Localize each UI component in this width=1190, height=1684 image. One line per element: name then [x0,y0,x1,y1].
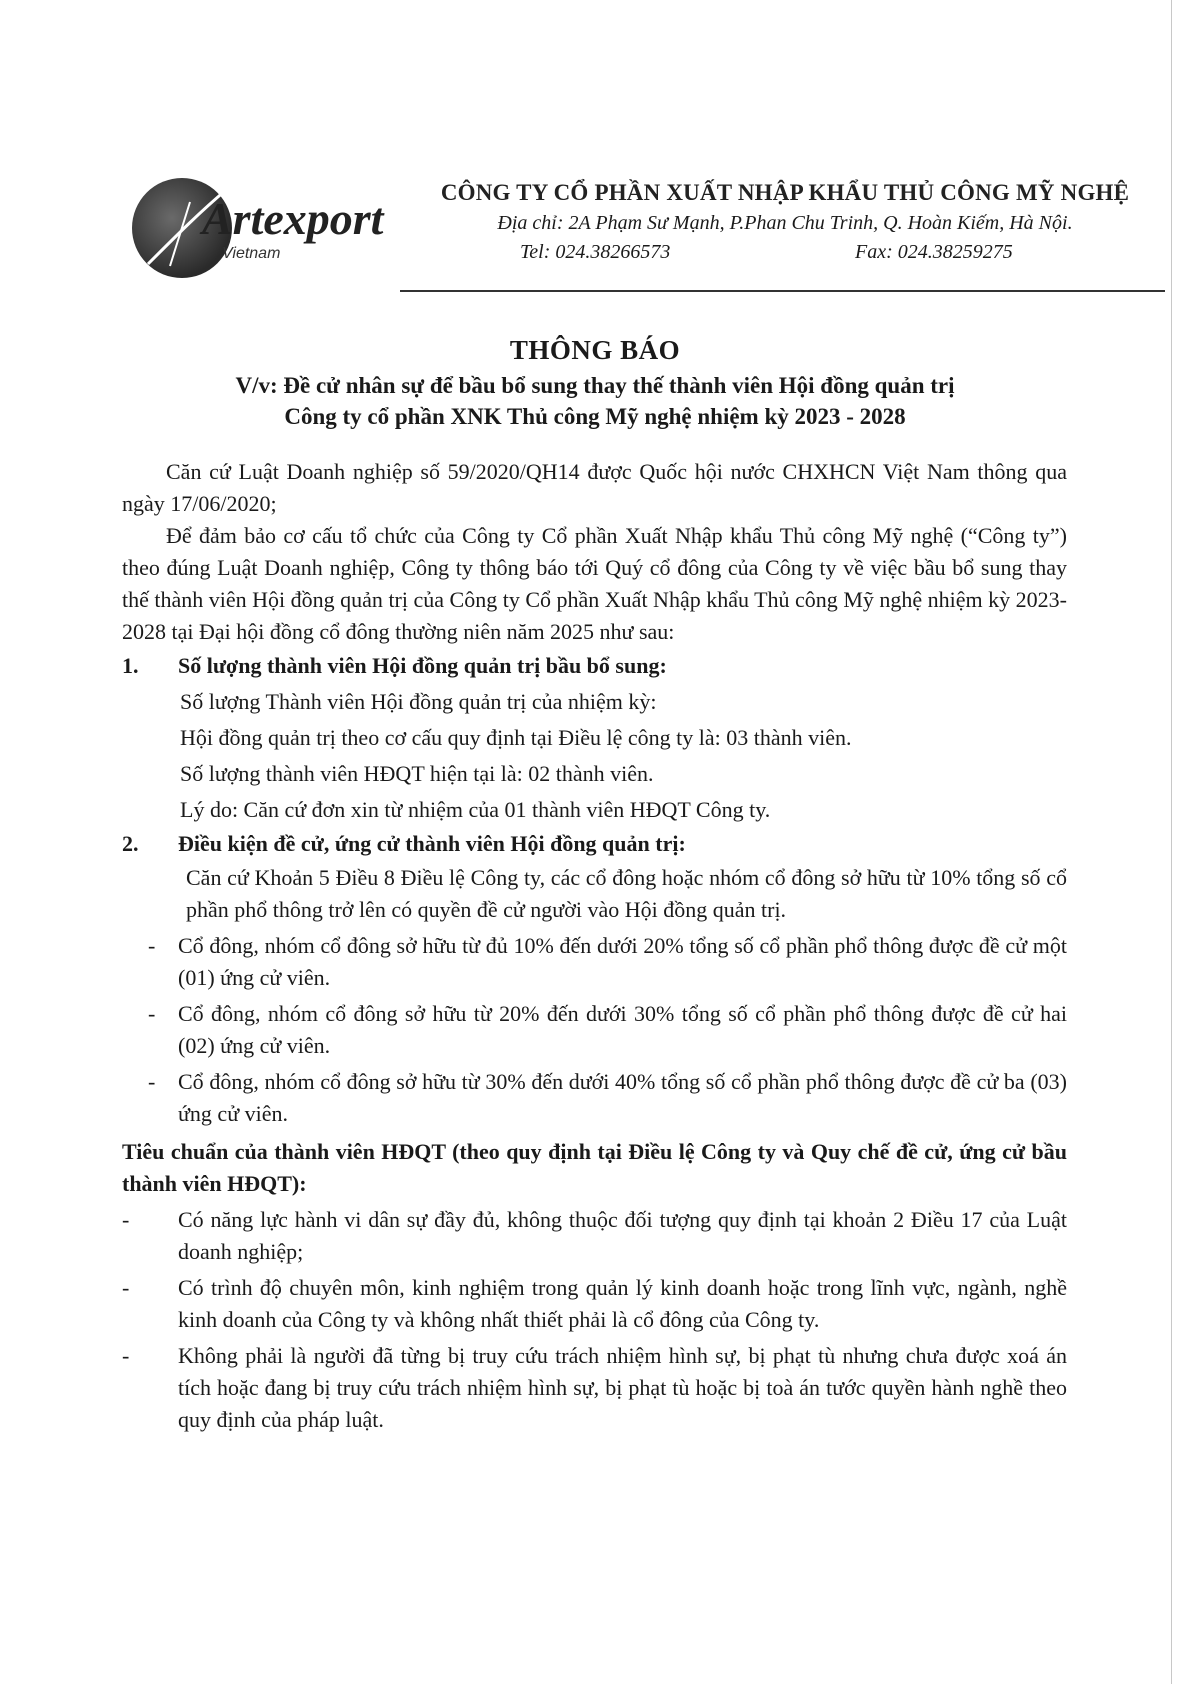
logo-subtext: Vietnam [222,245,281,262]
artexport-logo [130,172,400,292]
list-item [122,1066,1067,1130]
scan-edge [1171,0,1172,1684]
section-1-line: Hội đồng quản trị theo cơ cấu quy định tại Điều lệ công ty là: 03 thành viên. [180,725,852,750]
company-tel: Tel: 024.38266573 [520,241,671,263]
company-fax: Fax: 024.38259275 [855,241,1013,263]
intro-paragraph-1: Căn cứ Luật Doanh nghiệp số 59/2020/QH14 được Quốc hội nước CHXHCN Việt Nam thông qua ngày 17/06/2020; [122,459,1067,516]
header-divider [400,290,1165,292]
list-item [122,930,1067,994]
list-item [122,1340,1067,1436]
section-2-intro: Căn cứ Khoản 5 Điều 8 Điều lệ Công ty, các cổ đông hoặc nhóm cổ đông sở hữu từ 10% tổng số cổ phần phổ thông trở lên có quyền đề cử người vào Hội đồng quản trị. [186,865,1067,922]
bullet-dash: - [148,1069,156,1094]
bullet-dash: - [148,933,156,958]
bullet-text: Có trình độ chuyên môn, kinh nghiệm trong quản lý kinh doanh hoặc trong lĩnh vực, ngành, nghề kinh doanh của Công ty và không nhất thiết phải là cổ đông của Công ty. [178,1275,1067,1332]
company-address: Địa chỉ: 2A Phạm Sư Mạnh, P.Phan Chu Trinh, Q. Hoàn Kiếm, Hà Nội. [497,212,1073,234]
bullet-dash: - [122,1207,130,1232]
section-2-number: 2. [122,831,139,856]
intro-paragraph-2: Để đảm bảo cơ cấu tổ chức của Công ty Cổ phần Xuất Nhập khẩu Thủ công Mỹ nghệ (“Công ty”) theo đúng Luật Doanh nghiệp, Công ty thông báo tới Quý cổ đông của Công ty về việc bầu bổ sung thay thế thành viên Hội đồng quản trị của Công ty Cổ phần Xuất Nhập khẩu Thủ công Mỹ nghệ nhiệm kỳ 2023-2028 tại Đại hội đồng cổ đông thường niên năm 2025 như sau: [122,523,1067,644]
criteria-heading: Tiêu chuẩn của thành viên HĐQT (theo quy định tại Điều lệ Công ty và Quy chế đề cử, ứng cử bầu thành viên HĐQT): [122,1139,1067,1196]
list-item [122,1272,1067,1336]
bullet-text: Cổ đông, nhóm cổ đông sở hữu từ đủ 10% đến dưới 20% tổng số cổ phần phổ thông được đề cử một (01) ứng cử viên. [178,933,1067,990]
bullet-text: Không phải là người đã từng bị truy cứu trách nhiệm hình sự, bị phạt tù nhưng chưa được xoá án tích hoặc đang bị truy cứu trách nhiệm hình sự, bị phạt tù hoặc bị toà án tước quyền hành nghề theo quy định của pháp luật. [178,1343,1067,1432]
section-1-line: Lý do: Căn cứ đơn xin từ nhiệm của 01 thành viên HĐQT Công ty. [180,797,771,822]
list-item [122,998,1067,1062]
section-1-title: Số lượng thành viên Hội đồng quản trị bầu bổ sung: [178,653,667,678]
section-2-heading [122,828,1067,860]
document-body [122,456,1067,1436]
company-info [420,180,1150,267]
section-1-line: Số lượng Thành viên Hội đồng quản trị của nhiệm kỳ: [180,689,657,714]
document-subject [120,370,1070,432]
section-1-line: Số lượng thành viên HĐQT hiện tại là: 02 thành viên. [180,761,654,786]
document-title: THÔNG BÁO [509,335,681,365]
subject-line-1: V/v: Đề cử nhân sự để bầu bổ sung thay thế thành viên Hội đồng quản trị [235,373,955,398]
logo-text: Artexport [202,193,384,244]
bullet-text: Có năng lực hành vi dân sự đầy đủ, không thuộc đối tượng quy định tại khoản 2 Điều 17 của Luật doanh nghiệp; [178,1207,1067,1264]
subject-line-2: Công ty cổ phần XNK Thủ công Mỹ nghệ nhiệm kỳ 2023 - 2028 [284,404,906,429]
title-block [120,335,1070,432]
bullet-dash: - [148,1001,156,1026]
section-2-title: Điều kiện đề cử, ứng cử thành viên Hội đồng quản trị: [178,831,686,856]
list-item [122,1204,1067,1268]
company-name: CÔNG TY CỔ PHẦN XUẤT NHẬP KHẨU THỦ CÔNG MỸ NGHỆ [440,180,1130,205]
bullet-dash: - [122,1275,130,1300]
section-1-number: 1. [122,653,139,678]
bullet-text: Cổ đông, nhóm cổ đông sở hữu từ 30% đến dưới 40% tổng số cổ phần phổ thông được đề cử ba (03) ứng cử viên. [178,1069,1067,1126]
bullet-text: Cổ đông, nhóm cổ đông sở hữu từ 20% đến dưới 30% tổng số cổ phần phổ thông được đề cử hai (02) ứng cử viên. [178,1001,1067,1058]
bullet-dash: - [122,1343,130,1368]
section-1-heading [122,650,1067,682]
company-contact [420,241,1150,267]
